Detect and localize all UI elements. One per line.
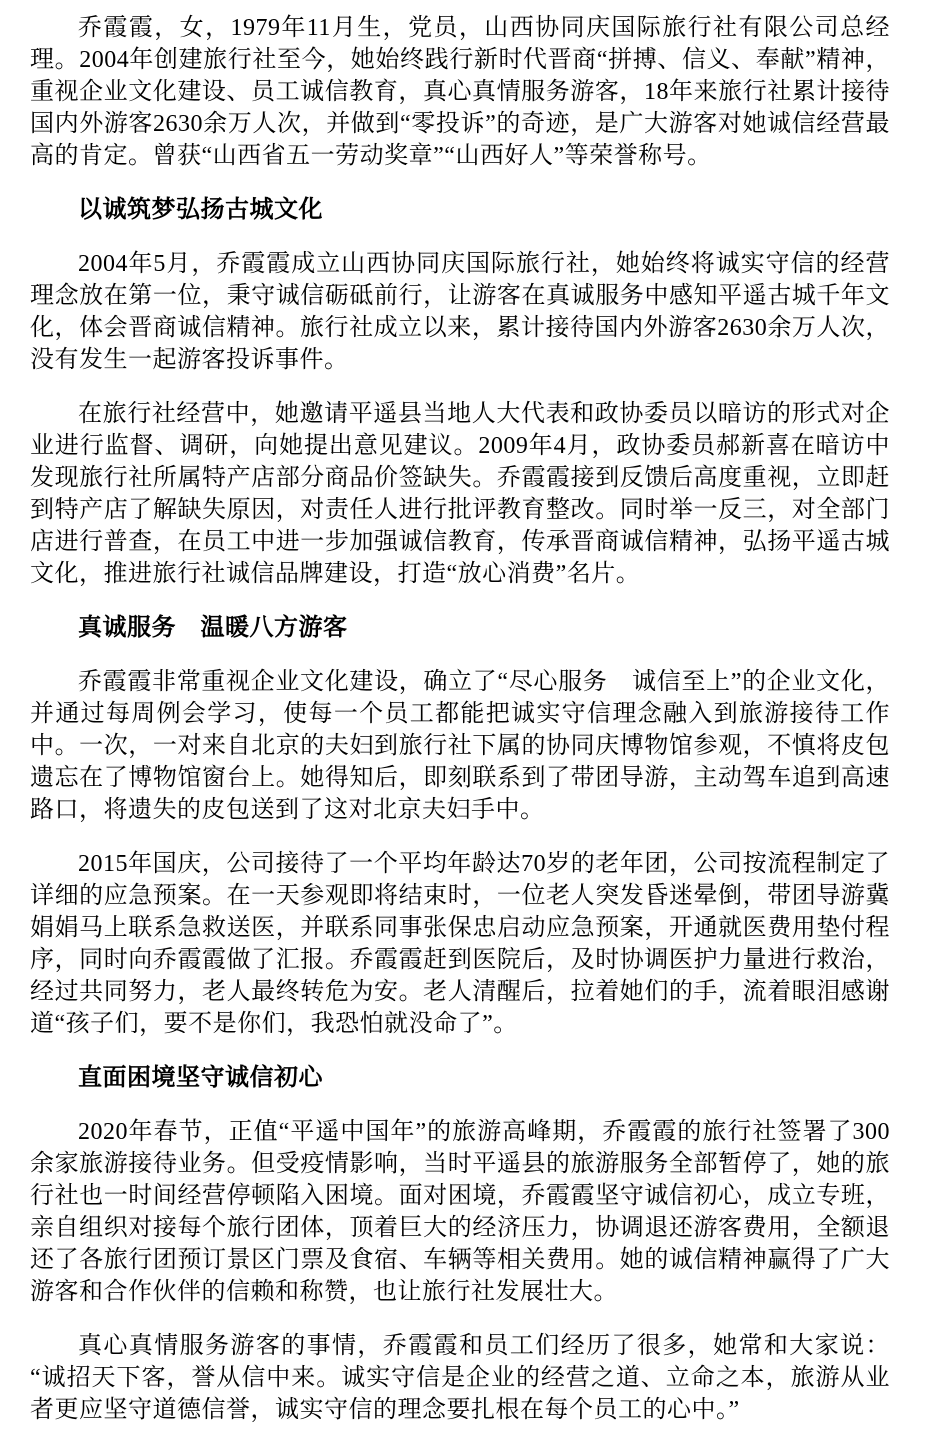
section-2-paragraph-2: 2015年国庆，公司接待了一个平均年龄达70岁的老年团，公司按流程制定了详细的应急预案。在一天参观即将结束时，一位老人突发昏迷晕倒，带团导游冀娟娟马上联系急救送医，并联系同事张保忠启动应急预案，开通就医费用垫付程序，同时向乔霞霞做了汇报。乔霞霞赶到医院后，及时协调医护力量进行救治，经过共同努力，老人最终转危为安。老人清醒后，拉着她们的手，流着眼泪感谢道“孩子们，要不是你们，我恐怕就没命了”。 <box>30 851 890 1037</box>
section-2-paragraph-1: 乔霞霞非常重视企业文化建设，确立了“尽心服务 诚信至上”的企业文化，并通过每周例会学习，使每一个员工都能把诚实守信理念融入到旅游接待工作中。一次，一对来自北京的夫妇到旅行社下属的协同庆博物馆参观，不慎将皮包遗忘在了博物馆窗台上。她得知后，即刻联系到了带团导游，主动驾车追到高速路口，将遗失的皮包送到了这对北京夫妇手中。 <box>30 669 890 823</box>
section-3-heading: 直面困境坚守诚信初心 <box>78 1065 323 1091</box>
section-3-paragraph-1: 2020年春节，正值“平遥中国年”的旅游高峰期，乔霞霞的旅行社签署了300余家旅游接待业务。但受疫情影响，当时平遥县的旅游服务全部暂停了，她的旅行社也一时间经营停顿陷入困境。面对困境，乔霞霞坚守诚信初心，成立专班，亲自组织对接每个旅行团体，顶着巨大的经济压力，协调退还游客费用，全额退还了各旅行团预订景区门票及食宿、车辆等相关费用。她的诚信精神赢得了广大游客和合作伙伴的信赖和称赞，也让旅行社发展壮大。 <box>30 1119 890 1305</box>
intro-paragraph: 乔霞霞，女，1979年11月生，党员，山西协同庆国际旅行社有限公司总经理。2004年创建旅行社至今，她始终践行新时代晋商“拼搏、信义、奉献”精神，重视企业文化建设、员工诚信教育，真心真情服务游客，18年来旅行社累计接待国内外游客2630余万人次，并做到“零投诉”的奇迹，是广大游客对她诚信经营最高的肯定。曾获“山西省五一劳动奖章”“山西好人”等荣誉称号。 <box>30 15 890 169</box>
section-1-heading: 以诚筑梦弘扬古城文化 <box>78 197 323 223</box>
closing-paragraph: 真心真情服务游客的事情，乔霞霞和员工们经历了很多，她常和大家说：“诚招天下客，誉从信中来。诚实守信是企业的经营之道、立命之本，旅游从业者更应坚守道德信誉，诚实守信的理念要扎根在每个员工的心中。” <box>30 1333 890 1423</box>
section-1-paragraph-1: 2004年5月，乔霞霞成立山西协同庆国际旅行社，她始终将诚实守信的经营理念放在第一位，秉守诚信砺砥前行，让游客在真诚服务中感知平遥古城千年文化，体会晋商诚信精神。旅行社成立以来，累计接待国内外游客2630余万人次，没有发生一起游客投诉事件。 <box>30 251 890 373</box>
section-1-paragraph-2: 在旅行社经营中，她邀请平遥县当地人大代表和政协委员以暗访的形式对企业进行监督、调研，向她提出意见建议。2009年4月，政协委员郝新喜在暗访中发现旅行社所属特产店部分商品价签缺失。乔霞霞接到反馈后高度重视，立即赶到特产店了解缺失原因，对责任人进行批评教育整改。同时举一反三，对全部门店进行普查，在员工中进一步加强诚信教育，传承晋商诚信精神，弘扬平遥古城文化，推进旅行社诚信品牌建设，打造“放心消费”名片。 <box>30 401 890 587</box>
section-2-heading: 真诚服务 温暖八方游客 <box>78 615 348 641</box>
